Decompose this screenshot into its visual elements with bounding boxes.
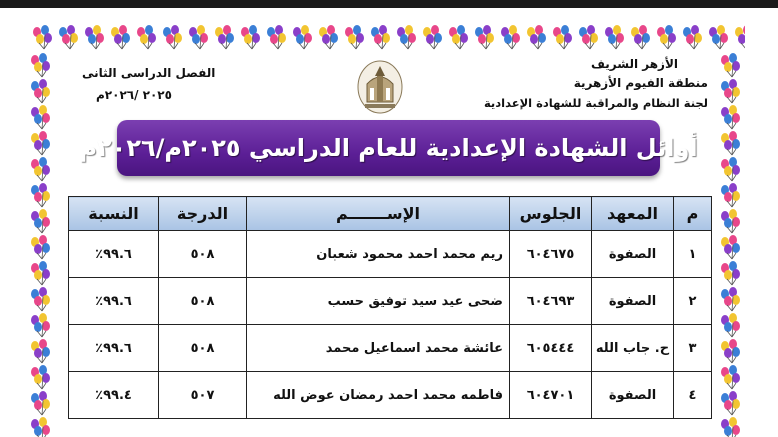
balloon-icon: [30, 24, 56, 50]
balloon-icon: [420, 24, 446, 50]
cell-num: ٣: [674, 325, 712, 372]
balloon-border-left: [28, 52, 54, 437]
balloon-icon: [28, 104, 54, 130]
balloon-icon: [342, 24, 368, 50]
balloon-icon: [718, 312, 744, 338]
balloon-icon: [680, 24, 706, 50]
balloon-icon: [290, 24, 316, 50]
balloon-icon: [718, 104, 744, 130]
balloon-icon: [524, 24, 550, 50]
balloon-icon: [264, 24, 290, 50]
col-header-name: الإســـــــم: [247, 197, 510, 231]
cell-institute: الصفوة: [592, 231, 674, 278]
balloon-icon: [238, 24, 264, 50]
balloon-icon: [718, 156, 744, 182]
cell-name: ضحى عيد سيد توفيق حسب: [247, 278, 510, 325]
balloon-icon: [28, 182, 54, 208]
cell-percent: ٩٩.٦٪: [69, 278, 159, 325]
cell-institute: ح. جاب الله: [592, 325, 674, 372]
balloon-icon: [108, 24, 134, 50]
balloon-icon: [28, 416, 54, 437]
results-table: [68, 196, 712, 419]
balloon-icon: [718, 234, 744, 260]
cell-percent: ٩٩.٤٪: [69, 372, 159, 419]
balloon-border-right: [718, 52, 744, 437]
table-row: [69, 278, 712, 325]
table-row: [69, 325, 712, 372]
cell-num: ٤: [674, 372, 712, 419]
cell-grade: ٥٠٧: [159, 372, 247, 419]
cell-grade: ٥٠٨: [159, 278, 247, 325]
balloon-icon: [212, 24, 238, 50]
balloon-icon: [160, 24, 186, 50]
balloon-icon: [28, 156, 54, 182]
balloon-icon: [718, 416, 744, 437]
cell-name: فاطمه محمد احمد رمضان عوض الله: [247, 372, 510, 419]
balloon-icon: [732, 24, 745, 50]
balloon-icon: [446, 24, 472, 50]
balloon-icon: [718, 338, 744, 364]
cell-institute: الصفوة: [592, 372, 674, 419]
cell-num: ١: [674, 231, 712, 278]
header-azhar: الأزهر الشريف: [590, 57, 678, 71]
cell-name: ريم محمد احمد محمود شعبان: [247, 231, 510, 278]
balloon-icon: [718, 390, 744, 416]
col-header-seat: الجلوس: [510, 197, 592, 231]
balloon-icon: [718, 52, 744, 78]
al-azhar-emblem-icon: [355, 58, 405, 116]
header-semester: الفصل الدراسى الثانى: [82, 66, 216, 80]
balloon-icon: [186, 24, 212, 50]
balloon-icon: [316, 24, 342, 50]
balloon-icon: [28, 260, 54, 286]
balloon-icon: [498, 24, 524, 50]
balloon-icon: [718, 286, 744, 312]
balloon-icon: [718, 182, 744, 208]
balloon-icon: [28, 390, 54, 416]
balloon-icon: [718, 260, 744, 286]
balloon-icon: [368, 24, 394, 50]
balloon-icon: [706, 24, 732, 50]
balloon-icon: [718, 130, 744, 156]
col-header-grade: الدرجة: [159, 197, 247, 231]
balloon-icon: [654, 24, 680, 50]
balloon-icon: [718, 364, 744, 390]
cell-seat: ٦٠٤٧٠١: [510, 372, 592, 419]
cell-seat: ٦٠٥٤٤٤: [510, 325, 592, 372]
table-row: [69, 372, 712, 419]
balloon-icon: [472, 24, 498, 50]
balloon-icon: [550, 24, 576, 50]
balloon-icon: [134, 24, 160, 50]
balloon-icon: [394, 24, 420, 50]
balloon-icon: [718, 208, 744, 234]
balloon-icon: [28, 234, 54, 260]
cell-grade: ٥٠٨: [159, 231, 247, 278]
header-committee: لجنة النظام والمراقبة للشهادة الإعدادية: [483, 96, 708, 110]
header-year: ٢٠٢٥ /٢٠٢٦م: [96, 88, 172, 102]
balloon-icon: [56, 24, 82, 50]
balloon-border-top: [30, 24, 745, 58]
header-region: منطقة الفيوم الأزهرية: [573, 76, 708, 90]
balloon-icon: [28, 364, 54, 390]
balloon-icon: [28, 338, 54, 364]
table-header-row: [69, 197, 712, 231]
balloon-icon: [628, 24, 654, 50]
cell-percent: ٩٩.٦٪: [69, 325, 159, 372]
cell-num: ٢: [674, 278, 712, 325]
top-dark-bar: [0, 0, 778, 8]
title-banner: [79, 120, 698, 176]
cell-percent: ٩٩.٦٪: [69, 231, 159, 278]
balloon-icon: [28, 52, 54, 78]
balloon-icon: [28, 208, 54, 234]
balloon-icon: [576, 24, 602, 50]
cell-institute: الصفوة: [592, 278, 674, 325]
balloon-icon: [28, 78, 54, 104]
balloon-icon: [28, 286, 54, 312]
cell-grade: ٥٠٨: [159, 325, 247, 372]
balloon-icon: [718, 78, 744, 104]
balloon-icon: [28, 312, 54, 338]
cell-seat: ٦٠٤٦٧٥: [510, 231, 592, 278]
balloon-icon: [82, 24, 108, 50]
col-header-num: م: [674, 197, 712, 231]
balloon-icon: [28, 130, 54, 156]
table-row: [69, 231, 712, 278]
col-header-institute: المعهد: [592, 197, 674, 231]
title-text: أوائل الشهادة الإعدادية للعام الدراسي ٢٠٢٥م/٢٠٢٦م: [79, 134, 698, 162]
balloon-icon: [602, 24, 628, 50]
cell-name: عائشة محمد اسماعيل محمد: [247, 325, 510, 372]
cell-seat: ٦٠٤٦٩٣: [510, 278, 592, 325]
col-header-percent: النسبة: [69, 197, 159, 231]
